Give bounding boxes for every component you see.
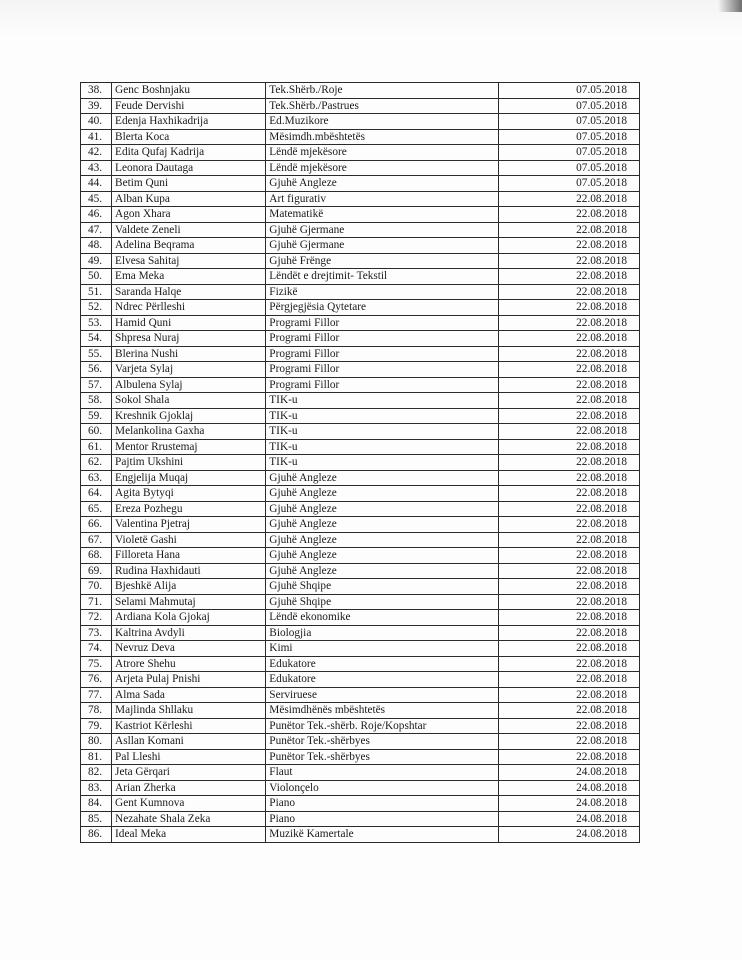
hire-date: 22.08.2018 <box>499 641 640 657</box>
employee-name: Nezahate Shala Zeka <box>112 811 266 827</box>
employee-name: Alma Sada <box>112 687 266 703</box>
hire-date: 22.08.2018 <box>499 439 640 455</box>
scan-shadow <box>0 0 742 36</box>
table-row <box>81 424 640 440</box>
employee-name: Elvesa Sahitaj <box>112 253 266 269</box>
table-row <box>81 300 640 316</box>
hire-date: 22.08.2018 <box>499 486 640 502</box>
hire-date: 22.08.2018 <box>499 253 640 269</box>
employee-name: Varjeta Sylaj <box>112 362 266 378</box>
hire-date: 07.05.2018 <box>499 83 640 99</box>
employee-name: Ereza Pozhegu <box>112 501 266 517</box>
employee-name: Alban Kupa <box>112 191 266 207</box>
table-row <box>81 718 640 734</box>
position-subject: Programi Fillor <box>266 315 499 331</box>
hire-date: 22.08.2018 <box>499 207 640 223</box>
position-subject: Lëndë mjekësore <box>266 160 499 176</box>
employee-name: Rudina Haxhidauti <box>112 563 266 579</box>
position-subject: Gjuhë Gjermane <box>266 222 499 238</box>
table-row <box>81 191 640 207</box>
hire-date: 07.05.2018 <box>499 129 640 145</box>
table-row <box>81 439 640 455</box>
row-number: 57. <box>81 377 112 393</box>
row-number: 51. <box>81 284 112 300</box>
hire-date: 22.08.2018 <box>499 331 640 347</box>
row-number: 71. <box>81 594 112 610</box>
hire-date: 22.08.2018 <box>499 470 640 486</box>
row-number: 79. <box>81 718 112 734</box>
employee-name: Albulena Sylaj <box>112 377 266 393</box>
employee-name: Gent Kumnova <box>112 796 266 812</box>
hire-date: 22.08.2018 <box>499 548 640 564</box>
position-subject: Biologjia <box>266 625 499 641</box>
hire-date: 07.05.2018 <box>499 176 640 192</box>
position-subject: Programi Fillor <box>266 331 499 347</box>
position-subject: Flaut <box>266 765 499 781</box>
table-row <box>81 486 640 502</box>
employee-name: Violetë Gashi <box>112 532 266 548</box>
staff-table-body <box>81 83 640 843</box>
employee-name: Arian Zherka <box>112 780 266 796</box>
employee-name: Arjeta Pulaj Pnishi <box>112 672 266 688</box>
employee-name: Sokol Shala <box>112 393 266 409</box>
hire-date: 22.08.2018 <box>499 377 640 393</box>
table-row <box>81 548 640 564</box>
position-subject: Matematikë <box>266 207 499 223</box>
table-row <box>81 765 640 781</box>
table-row <box>81 517 640 533</box>
position-subject: Punëtor Tek.-shërbyes <box>266 749 499 765</box>
position-subject: Gjuhë Shqipe <box>266 594 499 610</box>
position-subject: TIK-u <box>266 393 499 409</box>
employee-name: Kreshnik Gjoklaj <box>112 408 266 424</box>
hire-date: 22.08.2018 <box>499 191 640 207</box>
hire-date: 07.05.2018 <box>499 98 640 114</box>
row-number: 70. <box>81 579 112 595</box>
position-subject: Gjuhë Angleze <box>266 563 499 579</box>
hire-date: 22.08.2018 <box>499 501 640 517</box>
table-row <box>81 269 640 285</box>
position-subject: Edukatore <box>266 672 499 688</box>
hire-date: 22.08.2018 <box>499 749 640 765</box>
hire-date: 22.08.2018 <box>499 362 640 378</box>
hire-date: 22.08.2018 <box>499 284 640 300</box>
table-row <box>81 238 640 254</box>
row-number: 72. <box>81 610 112 626</box>
row-number: 74. <box>81 641 112 657</box>
row-number: 68. <box>81 548 112 564</box>
position-subject: Lëndë mjekësore <box>266 145 499 161</box>
table-row <box>81 749 640 765</box>
hire-date: 24.08.2018 <box>499 765 640 781</box>
hire-date: 22.08.2018 <box>499 563 640 579</box>
table-row <box>81 594 640 610</box>
row-number: 78. <box>81 703 112 719</box>
hire-date: 22.08.2018 <box>499 625 640 641</box>
table-row <box>81 176 640 192</box>
hire-date: 22.08.2018 <box>499 300 640 316</box>
table-row <box>81 346 640 362</box>
hire-date: 22.08.2018 <box>499 703 640 719</box>
position-subject: Edukatore <box>266 656 499 672</box>
row-number: 76. <box>81 672 112 688</box>
employee-name: Leonora Dautaga <box>112 160 266 176</box>
employee-name: Pal Lleshi <box>112 749 266 765</box>
employee-name: Adelina Beqrama <box>112 238 266 254</box>
hire-date: 22.08.2018 <box>499 455 640 471</box>
table-row <box>81 827 640 843</box>
position-subject: TIK-u <box>266 439 499 455</box>
hire-date: 22.08.2018 <box>499 238 640 254</box>
row-number: 49. <box>81 253 112 269</box>
hire-date: 22.08.2018 <box>499 532 640 548</box>
employee-name: Ardiana Kola Gjokaj <box>112 610 266 626</box>
table-row <box>81 160 640 176</box>
employee-name: Blerina Nushi <box>112 346 266 362</box>
employee-name: Kaltrina Avdyli <box>112 625 266 641</box>
row-number: 62. <box>81 455 112 471</box>
position-subject: Lëndë ekonomike <box>266 610 499 626</box>
employee-name: Valentina Pjetraj <box>112 517 266 533</box>
hire-date: 22.08.2018 <box>499 408 640 424</box>
row-number: 75. <box>81 656 112 672</box>
position-subject: Fizikë <box>266 284 499 300</box>
employee-name: Melankolina Gaxha <box>112 424 266 440</box>
hire-date: 07.05.2018 <box>499 145 640 161</box>
row-number: 39. <box>81 98 112 114</box>
employee-name: Majlinda Shllaku <box>112 703 266 719</box>
position-subject: Punëtor Tek.-shërb. Roje/Kopshtar <box>266 718 499 734</box>
employee-name: Saranda Halqe <box>112 284 266 300</box>
hire-date: 24.08.2018 <box>499 811 640 827</box>
table-row <box>81 641 640 657</box>
hire-date: 22.08.2018 <box>499 346 640 362</box>
table-row <box>81 98 640 114</box>
row-number: 73. <box>81 625 112 641</box>
hire-date: 22.08.2018 <box>499 269 640 285</box>
row-number: 84. <box>81 796 112 812</box>
position-subject: Piano <box>266 811 499 827</box>
staff-table <box>80 82 640 843</box>
position-subject: Tek.Shërb./Roje <box>266 83 499 99</box>
table-row <box>81 532 640 548</box>
position-subject: Kimi <box>266 641 499 657</box>
employee-name: Asllan Komani <box>112 734 266 750</box>
position-subject: Serviruese <box>266 687 499 703</box>
employee-name: Ideal Meka <box>112 827 266 843</box>
hire-date: 24.08.2018 <box>499 827 640 843</box>
table-row <box>81 253 640 269</box>
position-subject: Gjuhë Angleze <box>266 470 499 486</box>
table-row <box>81 362 640 378</box>
table-row <box>81 501 640 517</box>
position-subject: Gjuhë Angleze <box>266 532 499 548</box>
position-subject: TIK-u <box>266 408 499 424</box>
position-subject: Gjuhë Angleze <box>266 548 499 564</box>
row-number: 50. <box>81 269 112 285</box>
row-number: 56. <box>81 362 112 378</box>
position-subject: Punëtor Tek.-shërbyes <box>266 734 499 750</box>
position-subject: Lëndët e drejtimit- Tekstil <box>266 269 499 285</box>
hire-date: 22.08.2018 <box>499 734 640 750</box>
table-row <box>81 687 640 703</box>
row-number: 48. <box>81 238 112 254</box>
row-number: 55. <box>81 346 112 362</box>
hire-date: 22.08.2018 <box>499 393 640 409</box>
hire-date: 22.08.2018 <box>499 687 640 703</box>
hire-date: 24.08.2018 <box>499 796 640 812</box>
employee-name: Edita Qufaj Kadrija <box>112 145 266 161</box>
table-row <box>81 145 640 161</box>
position-subject: Gjuhë Frënge <box>266 253 499 269</box>
position-subject: Gjuhë Gjermane <box>266 238 499 254</box>
row-number: 44. <box>81 176 112 192</box>
row-number: 69. <box>81 563 112 579</box>
row-number: 38. <box>81 83 112 99</box>
position-subject: Programi Fillor <box>266 377 499 393</box>
hire-date: 22.08.2018 <box>499 222 640 238</box>
table-row <box>81 703 640 719</box>
row-number: 66. <box>81 517 112 533</box>
employee-name: Jeta Gërqari <box>112 765 266 781</box>
row-number: 43. <box>81 160 112 176</box>
employee-name: Blerta Koca <box>112 129 266 145</box>
row-number: 52. <box>81 300 112 316</box>
position-subject: Mësimdhënës mbështetës <box>266 703 499 719</box>
position-subject: Programi Fillor <box>266 362 499 378</box>
employee-name: Ndrec Përlleshi <box>112 300 266 316</box>
hire-date: 22.08.2018 <box>499 672 640 688</box>
hire-date: 22.08.2018 <box>499 594 640 610</box>
table-row <box>81 563 640 579</box>
table-row <box>81 734 640 750</box>
hire-date: 22.08.2018 <box>499 718 640 734</box>
employee-name: Valdete Zeneli <box>112 222 266 238</box>
employee-name: Mentor Rrustemaj <box>112 439 266 455</box>
employee-name: Edenja Haxhikadrija <box>112 114 266 130</box>
position-subject: TIK-u <box>266 455 499 471</box>
position-subject: Muzikë Kamertale <box>266 827 499 843</box>
hire-date: 22.08.2018 <box>499 424 640 440</box>
hire-date: 22.08.2018 <box>499 517 640 533</box>
employee-name: Atrore Shehu <box>112 656 266 672</box>
table-row <box>81 796 640 812</box>
hire-date: 22.08.2018 <box>499 656 640 672</box>
employee-name: Shpresa Nuraj <box>112 331 266 347</box>
employee-name: Filloreta Hana <box>112 548 266 564</box>
row-number: 40. <box>81 114 112 130</box>
employee-name: Agita Bytyqi <box>112 486 266 502</box>
employee-name: Engjelija Muqaj <box>112 470 266 486</box>
position-subject: Mësimdh.mbështetës <box>266 129 499 145</box>
table-row <box>81 83 640 99</box>
position-subject: Art figurativ <box>266 191 499 207</box>
hire-date: 22.08.2018 <box>499 610 640 626</box>
position-subject: TIK-u <box>266 424 499 440</box>
table-row <box>81 625 640 641</box>
table-row <box>81 455 640 471</box>
position-subject: Tek.Shërb./Pastrues <box>266 98 499 114</box>
hire-date: 22.08.2018 <box>499 579 640 595</box>
row-number: 83. <box>81 780 112 796</box>
position-subject: Përgjegjësia Qytetare <box>266 300 499 316</box>
position-subject: Gjuhë Angleze <box>266 517 499 533</box>
hire-date: 22.08.2018 <box>499 315 640 331</box>
row-number: 54. <box>81 331 112 347</box>
table-row <box>81 129 640 145</box>
row-number: 63. <box>81 470 112 486</box>
table-row <box>81 222 640 238</box>
position-subject: Ed.Muzikore <box>266 114 499 130</box>
row-number: 46. <box>81 207 112 223</box>
table-row <box>81 656 640 672</box>
row-number: 58. <box>81 393 112 409</box>
row-number: 60. <box>81 424 112 440</box>
table-row <box>81 114 640 130</box>
row-number: 41. <box>81 129 112 145</box>
row-number: 77. <box>81 687 112 703</box>
employee-name: Ema Meka <box>112 269 266 285</box>
table-row <box>81 284 640 300</box>
row-number: 80. <box>81 734 112 750</box>
table-row <box>81 811 640 827</box>
employee-name: Feude Dervishi <box>112 98 266 114</box>
row-number: 65. <box>81 501 112 517</box>
row-number: 82. <box>81 765 112 781</box>
table-row <box>81 579 640 595</box>
hire-date: 24.08.2018 <box>499 780 640 796</box>
employee-name: Nevruz Deva <box>112 641 266 657</box>
table-row <box>81 672 640 688</box>
position-subject: Gjuhë Angleze <box>266 176 499 192</box>
row-number: 67. <box>81 532 112 548</box>
table-row <box>81 393 640 409</box>
employee-name: Agon Xhara <box>112 207 266 223</box>
position-subject: Piano <box>266 796 499 812</box>
employee-name: Betim Quni <box>112 176 266 192</box>
position-subject: Gjuhë Angleze <box>266 501 499 517</box>
employee-name: Bjeshkë Alija <box>112 579 266 595</box>
row-number: 61. <box>81 439 112 455</box>
hire-date: 07.05.2018 <box>499 160 640 176</box>
position-subject: Gjuhë Shqipe <box>266 579 499 595</box>
row-number: 42. <box>81 145 112 161</box>
scan-corner-mark <box>718 0 742 12</box>
row-number: 86. <box>81 827 112 843</box>
row-number: 47. <box>81 222 112 238</box>
employee-name: Selami Mahmutaj <box>112 594 266 610</box>
table-row <box>81 610 640 626</box>
employee-name: Pajtim Ukshini <box>112 455 266 471</box>
row-number: 59. <box>81 408 112 424</box>
table-row <box>81 470 640 486</box>
row-number: 85. <box>81 811 112 827</box>
table-row <box>81 377 640 393</box>
table-row <box>81 207 640 223</box>
position-subject: Gjuhë Angleze <box>266 486 499 502</box>
table-row <box>81 780 640 796</box>
row-number: 64. <box>81 486 112 502</box>
row-number: 45. <box>81 191 112 207</box>
table-row <box>81 315 640 331</box>
table-row <box>81 408 640 424</box>
row-number: 81. <box>81 749 112 765</box>
employee-name: Hamid Quni <box>112 315 266 331</box>
position-subject: Programi Fillor <box>266 346 499 362</box>
employee-name: Genc Boshnjaku <box>112 83 266 99</box>
table-row <box>81 331 640 347</box>
position-subject: Violonçelo <box>266 780 499 796</box>
row-number: 53. <box>81 315 112 331</box>
employee-name: Kastriot Kërleshi <box>112 718 266 734</box>
hire-date: 07.05.2018 <box>499 114 640 130</box>
